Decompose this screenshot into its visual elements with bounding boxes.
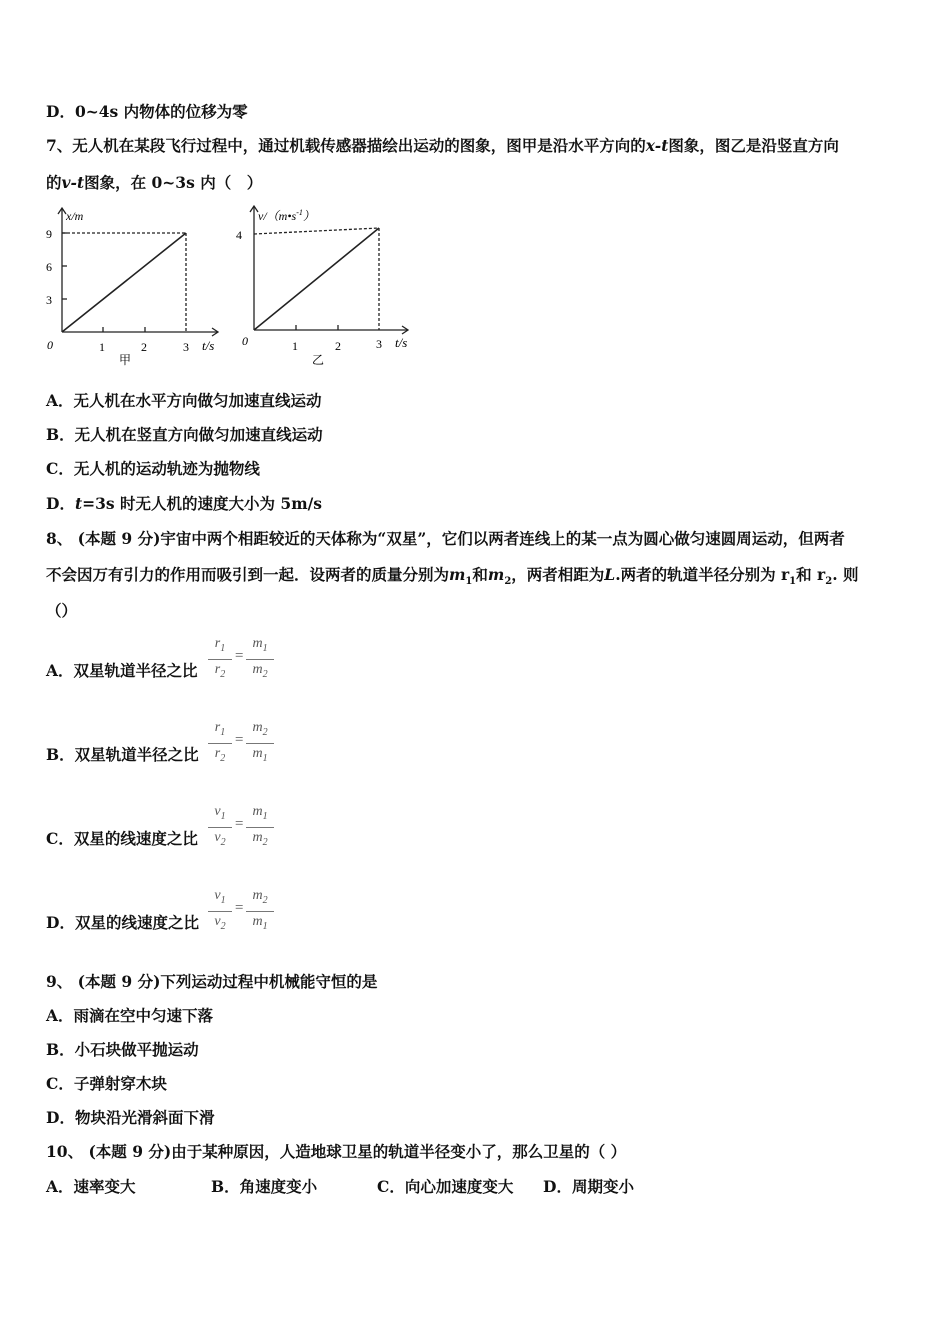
q9-option-d: D．物块沿光滑斜面下滑 <box>46 1108 215 1127</box>
q7-option-b: B．无人机在竖直方向做匀加速直线运动 <box>46 425 323 444</box>
q7-stem-line1 <box>46 136 839 156</box>
q8-option-b: B．双星轨道半径之比 <box>46 745 199 764</box>
graph-xt-xtick-2: 2 <box>141 340 147 354</box>
q7-stem-text: 7、无人机在某段飞行过程中，通过机载传感器描绘出运动的图象，图甲是沿水平方向的 <box>46 136 646 155</box>
q8-text-a: 不会因万有引力的作用而吸引到一起．设两者的质量分别为 <box>46 565 450 584</box>
q7-stem-text-d: 图象，在 0~3s 内（ ） <box>84 173 263 192</box>
graph-xt <box>40 204 230 372</box>
q7-vt-symbol: v-t <box>61 173 85 192</box>
q7-xt-symbol: x-t <box>645 136 669 155</box>
q8-option-d: D．双星的线速度之比 <box>46 913 199 932</box>
q8-stem-line3: （） <box>46 601 78 620</box>
graph-vt-xtick-1: 1 <box>292 339 298 353</box>
q8-text-c: .两者的轨道半径分别为 r <box>615 565 790 584</box>
q9-option-a: A．雨滴在空中匀速下落 <box>46 1006 214 1025</box>
q7-option-d-label: D． <box>46 494 75 513</box>
q7-option-a: A．无人机在水平方向做匀加速直线运动 <box>46 391 322 410</box>
q8-m2-sub: 2 <box>504 576 512 588</box>
graph-vt-dashed-h <box>254 228 379 234</box>
q7-option-d-text: =3s 时无人机的速度大小为 5m/s <box>82 494 322 513</box>
q10-option-a: A．速率变大 <box>46 1177 136 1196</box>
graph-xt-ytick-3: 3 <box>46 293 52 307</box>
q7-stem-line2 <box>46 173 262 193</box>
q10-stem: 10、 (本题 9 分)由于某种原因，人造地球卫星的轨道半径变小了，那么卫星的（ ） <box>46 1142 627 1161</box>
q8-option-b-formula: $r_1$ $r_2$ = $m_2$ $m_1$ <box>208 720 278 770</box>
graph-vt-origin: 0 <box>242 334 248 348</box>
q8-option-c-formula: $v_1$ $v_2$ = $m_1$ $m_2$ <box>208 804 278 854</box>
graph-xt-ytick-9: 9 <box>46 227 52 241</box>
q8-option-d-formula: $v_1$ $v_2$ = $m_2$ $m_1$ <box>208 888 278 938</box>
q9-option-c: C．子弹射穿木块 <box>46 1074 167 1093</box>
q9-option-b: B．小石块做平抛运动 <box>46 1040 199 1059</box>
q8-stem-line2 <box>46 565 858 592</box>
graph-vt-xtick-2: 2 <box>335 339 341 353</box>
q9-stem: 9、 (本题 9 分)下列运动过程中机械能守恒的是 <box>46 972 378 991</box>
q8-text-d: 和 r <box>796 565 826 584</box>
q8-option-a: A．双星轨道半径之比 <box>46 661 198 680</box>
q7-option-c: C．无人机的运动轨迹为抛物线 <box>46 459 260 478</box>
q8-option-a-formula: $r_1$ $r_2$ = $m_1$ $m_2$ <box>208 636 278 686</box>
graph-xt-ytick-6: 6 <box>46 260 52 274</box>
q10-option-d: D．周期变小 <box>543 1177 634 1196</box>
q7-stem-text-c: 的 <box>46 173 62 192</box>
graph-vt-xtick-3: 3 <box>376 337 382 351</box>
q7-stem-text-b: 图象，图乙是沿竖直方向 <box>668 136 839 155</box>
q8-r1-sub: 1 <box>789 576 797 588</box>
graph-vt-caption: 乙 <box>312 353 325 367</box>
q10-option-b: B．角速度变小 <box>211 1177 318 1196</box>
q7-option-d <box>46 494 322 514</box>
graph-xt-origin: 0 <box>47 338 53 352</box>
q6-option-d: D．0~4s 内物体的位移为零 <box>46 102 248 121</box>
q8-option-c: C．双星的线速度之比 <box>46 829 198 848</box>
q8-m1-sub: 1 <box>465 576 473 588</box>
q8-m2: m <box>487 565 505 584</box>
graph-vt-ytick-4: 4 <box>236 228 242 242</box>
graph-xt-xtick-3: 3 <box>183 340 189 354</box>
q8-and: 和 <box>472 565 488 584</box>
graph-xt-data-line <box>62 233 186 332</box>
q8-r2-sub: 2 <box>825 576 833 588</box>
graph-xt-xtick-1: 1 <box>99 340 105 354</box>
q8-text-b: ，两者相距为 <box>511 565 605 584</box>
graph-xt-caption: 甲 <box>119 353 132 367</box>
q8-L: L <box>604 565 616 584</box>
q8-m1: m <box>449 565 466 584</box>
graph-vt <box>232 202 422 372</box>
graph-xt-ylabel: x/m <box>66 209 84 223</box>
q8-text-e: . 则 <box>832 565 859 584</box>
graph-xt-xlabel: t/s <box>202 338 215 353</box>
graph-vt-ylabel: $v/(m•s^{-1})$ <box>258 208 315 223</box>
graph-vt-data-line <box>254 228 379 330</box>
q10-option-c: C．向心加速度变大 <box>377 1177 514 1196</box>
q8-stem-line1: 8、 (本题 9 分)宇宙中两个相距较近的天体称为“双星”，它们以两者连线上的某一点为圆心做匀速圆周运动，但两者 <box>46 529 845 548</box>
q7-option-d-t: t <box>74 494 83 513</box>
graph-vt-xlabel: t/s <box>395 335 408 350</box>
